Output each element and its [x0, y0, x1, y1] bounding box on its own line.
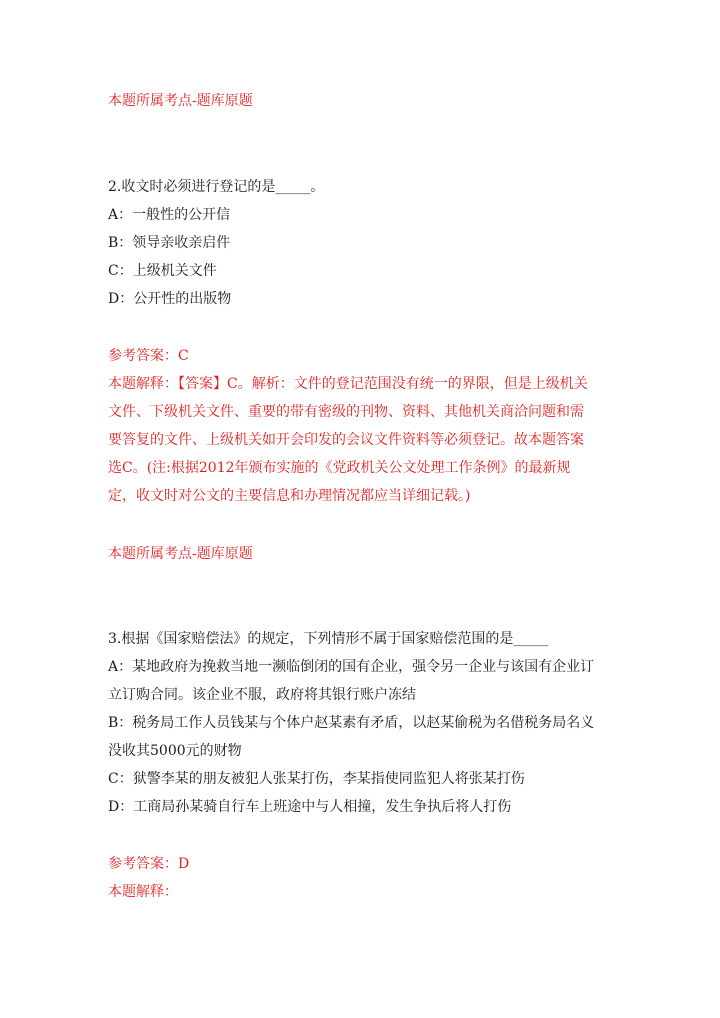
question-3-option-line: 立订购合同。该企业不服，政府将其银行账户冻结 — [108, 687, 416, 703]
question-2-option-b: B：领导亲收亲启件 — [108, 235, 231, 251]
question-3-option-line: D：工商局孙某骑自行车上班途中与人相撞，发生争执后将人打伤 — [108, 799, 512, 815]
question-2-option-d: D：公开性的出版物 — [108, 291, 232, 307]
question-3-stem: 3.根据《国家赔偿法》的规定，下列情形不属于国家赔偿范围的是_____ — [108, 631, 549, 647]
question-2-explanation-line: 要答复的文件、上级机关如开会印发的会议文件资料等必须登记。故本题答案 — [108, 432, 584, 448]
section-tag-2: 本题所属考点-题库原题 — [108, 546, 253, 562]
section-tag-1: 本题所属考点-题库原题 — [108, 93, 253, 109]
question-2-explanation-line: 文件、下级机关文件、重要的带有密级的刊物、资料、其他机关商洽问题和需 — [108, 404, 584, 420]
question-3-option-line: A：某地政府为挽救当地一濒临倒闭的国有企业，强令另一企业与该国有企业订 — [108, 659, 595, 675]
question-2-option-c: C：上级机关文件 — [108, 263, 217, 279]
question-2-answer: 参考答案：C — [108, 348, 189, 364]
question-3-answer: 参考答案：D — [108, 856, 190, 872]
question-2-option-a: A：一般性的公开信 — [108, 207, 231, 223]
question-3-explanation-label: 本题解释： — [108, 884, 178, 900]
question-2-stem: 2.收文时必须进行登记的是_____。 — [108, 179, 325, 195]
question-2-explanation-line: 选C。(注:根据2012年颁布实施的《党政机关公文处理工作条例》的最新规 — [108, 460, 571, 476]
question-2-explanation-line: 本题解释：【答案】C。解析：文件的登记范围没有统一的界限，但是上级机关 — [108, 376, 588, 392]
question-3-option-line: C：狱警李某的朋友被犯人张某打伤，李某指使同监犯人将张某打伤 — [108, 771, 525, 787]
question-3-option-line: B：税务局工作人员钱某与个体户赵某素有矛盾，以赵某偷税为名借税务局名义 — [108, 715, 595, 731]
question-2-explanation-line: 定，收文时对公文的主要信息和办理情况都应当详细记载。) — [108, 488, 471, 504]
question-3-option-line: 没收其5000元的财物 — [108, 743, 242, 759]
